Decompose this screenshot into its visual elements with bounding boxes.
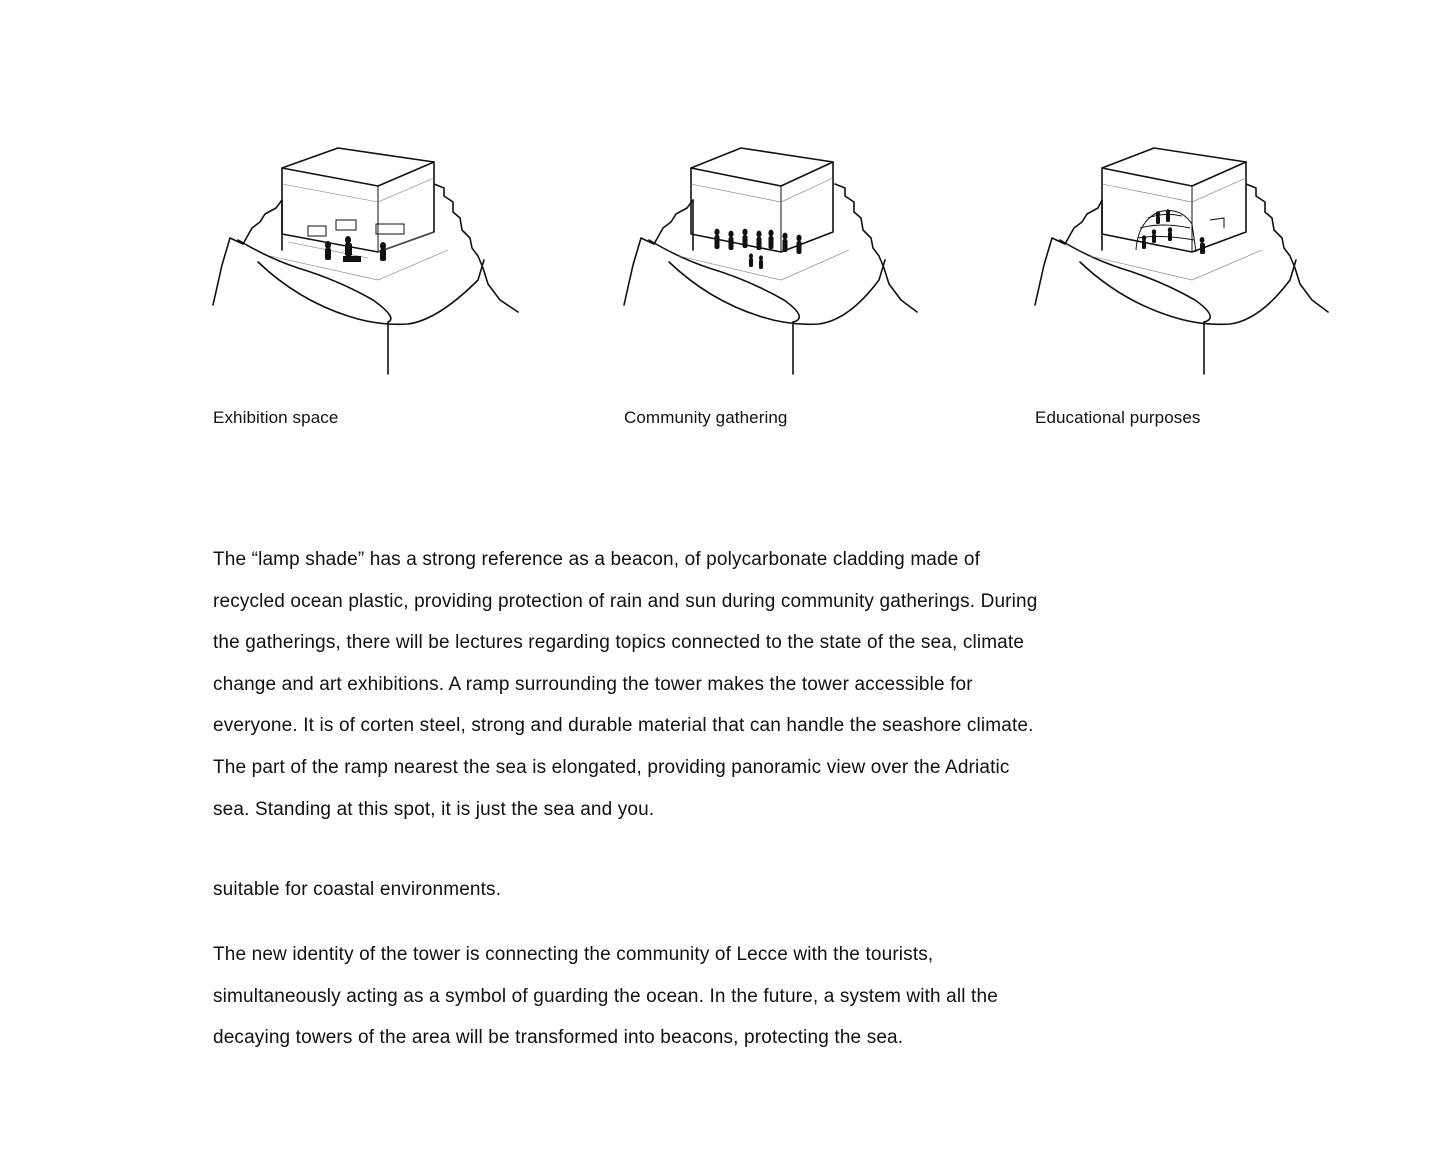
community-sketch-icon: [619, 140, 939, 380]
body-paragraph-1: [213, 539, 1043, 830]
exhibition-sketch: [208, 140, 528, 380]
body-paragraph-1-tail: [213, 872, 1043, 908]
caption-educational-purposes: Educational purposes: [1035, 408, 1201, 427]
paragraph-text: suitable for coastal environments.: [213, 879, 502, 900]
paragraph-text: The new identity of the tower is connecting the community of Lecce with the tourists, simultaneously acting as a symbol of guarding the ocean. In the future, a system with all the decaying towers of the area will be transformed into beacons, protecting the sea.: [213, 944, 998, 1049]
community-sketch: [619, 140, 939, 380]
paragraph-text: The “lamp shade” has a strong reference as a beacon, of polycarbonate cladding made of recycled ocean plastic, providing protection of rain and sun during community gatherings. During the gatherings, there will be lectures regarding topics connected to the state of the sea, climate change and art exhibitions. A ramp surrounding the tower makes the tower accessible for everyone. It is of corten steel, strong and durable material that can handle the seashore climate. The part of the ramp nearest the sea is elongated, providing panoramic view over the Adriatic sea. Standing at this spot, it is just the sea and you.: [213, 549, 1038, 820]
body-paragraph-2: [213, 934, 1043, 1059]
exhibition-sketch-icon: [208, 140, 528, 380]
caption-community-gathering: Community gathering: [624, 408, 788, 427]
educational-sketch: [1030, 140, 1350, 380]
educational-sketch-icon: [1030, 140, 1350, 380]
caption-exhibition-space: Exhibition space: [213, 408, 339, 427]
